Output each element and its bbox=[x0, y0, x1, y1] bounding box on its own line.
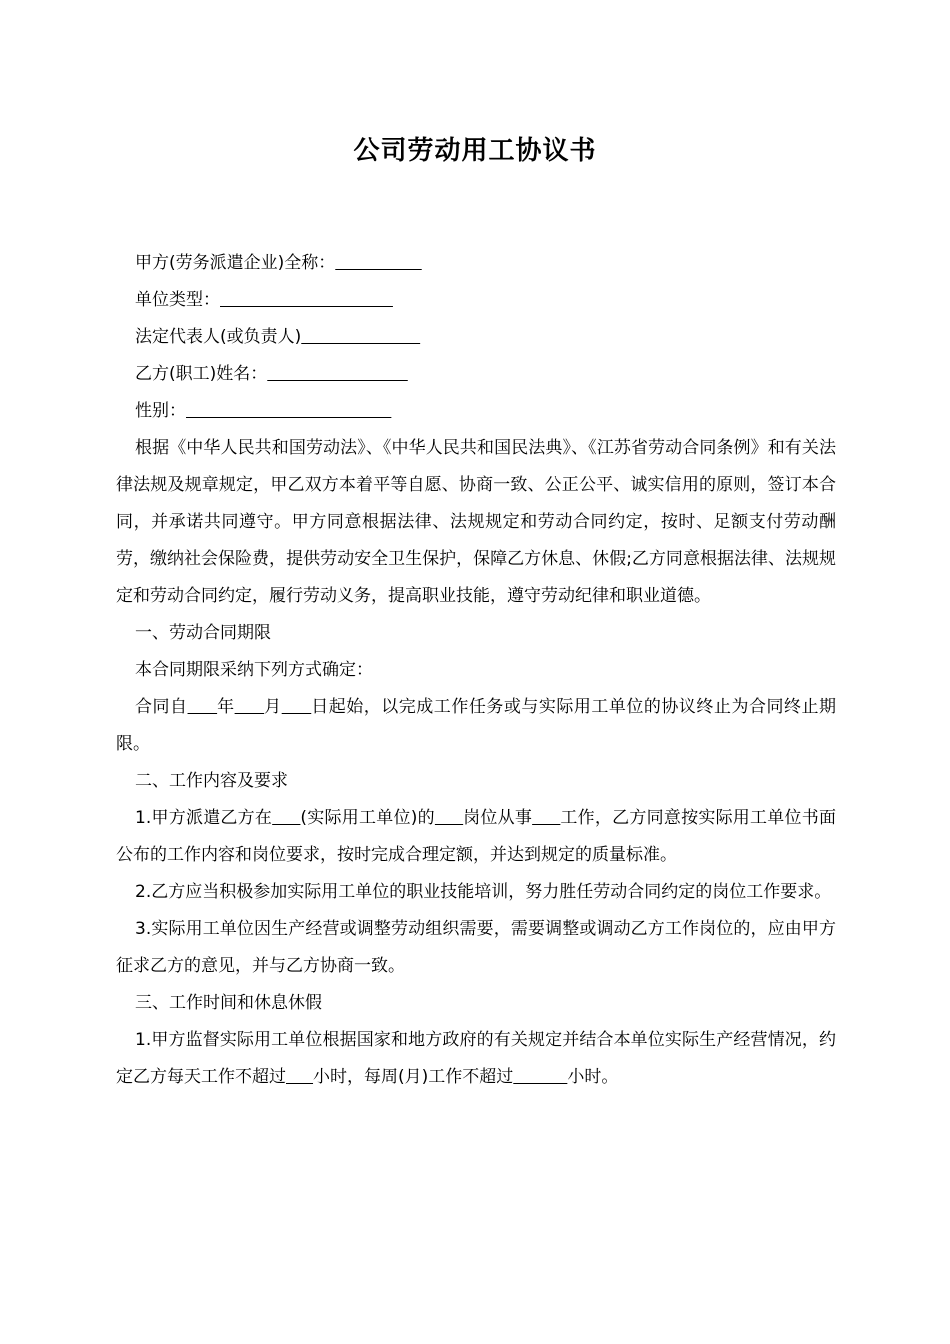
legal-rep-label: 法定代表人(或负责人) bbox=[135, 327, 302, 347]
gender-blank[interactable] bbox=[186, 401, 391, 421]
section2-item2: 2.乙方应当积极参加实际用工单位的职业技能培训，努力胜任劳动合同约定的岗位工作要求。 bbox=[135, 882, 832, 902]
term-year-blank[interactable] bbox=[188, 697, 218, 717]
term-text-4: 日起始，以完成工作任务或与实际用工单位的协议终止为合同终止期限。 bbox=[116, 697, 836, 754]
gender-label: 性别： bbox=[135, 401, 186, 421]
document-body bbox=[116, 245, 836, 1096]
party-a-blank[interactable] bbox=[335, 253, 421, 273]
section1-term-paragraph bbox=[116, 689, 836, 763]
section2-item3: 3.实际用工单位因生产经营或调整劳动组织需要，需要调整或调动乙方工作岗位的，应由甲方征求乙方的意见，并与乙方协商一致。 bbox=[116, 919, 836, 976]
section3-heading: 三、工作时间和休息休假 bbox=[135, 993, 322, 1013]
s3-item1-text-3: 小时。 bbox=[567, 1067, 619, 1087]
legal-rep-field bbox=[116, 319, 836, 356]
party-b-label: 乙方(职工)姓名： bbox=[135, 364, 268, 384]
gender-field bbox=[116, 393, 836, 430]
s2-item1-text-4: 工作，乙方同意按实际用工单位书面公布的工作内容和岗位要求，按时完成合理定额，并达到规定的质量标准。 bbox=[116, 808, 837, 865]
term-text-3: 月 bbox=[264, 697, 282, 717]
section1-heading: 一、劳动合同期限 bbox=[135, 623, 271, 643]
section2-heading: 二、工作内容及要求 bbox=[135, 771, 288, 791]
legal-rep-blank[interactable] bbox=[301, 327, 420, 347]
party-b-field bbox=[116, 356, 836, 393]
s2-item1-text-2: (实际用工单位)的 bbox=[300, 808, 435, 828]
party-b-blank[interactable] bbox=[267, 364, 408, 384]
term-day-blank[interactable] bbox=[282, 697, 312, 717]
employer-blank[interactable] bbox=[272, 808, 300, 828]
s3-item1-text-2: 小时，每周(月)工作不超过 bbox=[313, 1067, 514, 1087]
section2-item1 bbox=[116, 800, 836, 874]
term-text-1: 合同自 bbox=[135, 697, 188, 717]
unit-type-field bbox=[116, 282, 836, 319]
unit-type-blank[interactable] bbox=[220, 290, 393, 310]
section1-method: 本合同期限采纳下列方式确定： bbox=[135, 660, 373, 680]
party-a-field bbox=[116, 245, 836, 282]
term-month-blank[interactable] bbox=[235, 697, 265, 717]
s3-item1-text-1: 1.甲方监督实际用工单位根据国家和地方政府的有关规定并结合本单位实际生产经营情况，约定乙方每天工作不超过 bbox=[116, 1030, 836, 1087]
unit-type-label: 单位类型： bbox=[135, 290, 220, 310]
section3-item1 bbox=[116, 1022, 836, 1096]
s2-item1-text-3: 岗位从事 bbox=[463, 808, 533, 828]
weekly-hours-blank[interactable] bbox=[513, 1067, 567, 1087]
document-title: 公司劳动用工协议书 bbox=[353, 136, 597, 166]
work-blank[interactable] bbox=[532, 808, 560, 828]
position-blank[interactable] bbox=[435, 808, 463, 828]
party-a-label: 甲方(劳务派遣企业)全称： bbox=[135, 253, 336, 273]
daily-hours-blank[interactable] bbox=[286, 1067, 313, 1087]
intro-paragraph: 根据《中华人民共和国劳动法》、《中华人民共和国民法典》、《江苏省劳动合同条例》和有关法律法规及规章规定，甲乙双方本着平等自愿、协商一致、公正公平、诚实信用的原则，签订本合同，并承诺共同遵守。甲方同意根据法律、法规规定和劳动合同约定，按时、足额支付劳动酬劳，缴纳社会保险费，提供劳动安全卫生保护，保障乙方休息、休假;乙方同意根据法律、法规规定和劳动合同约定，履行劳动义务，提高职业技能，遵守劳动纪律和职业道德。 bbox=[116, 438, 836, 606]
s2-item1-text-1: 1.甲方派遣乙方在 bbox=[135, 808, 273, 828]
term-text-2: 年 bbox=[217, 697, 235, 717]
